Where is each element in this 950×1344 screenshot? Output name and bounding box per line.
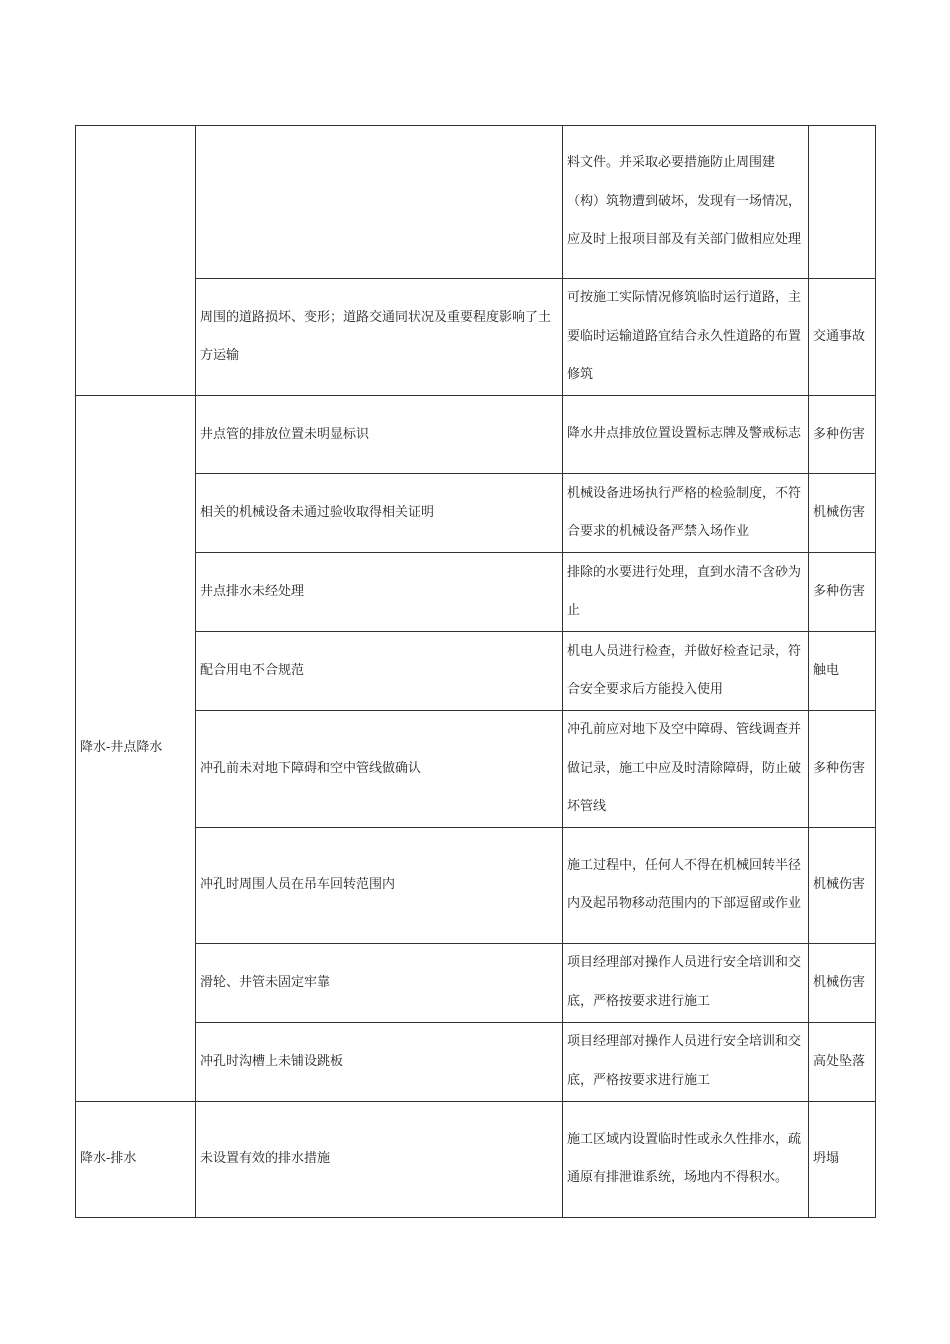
hazard-cell: 滑轮、井管未固定牢靠 [196,943,563,1022]
measure-cell: 降水井点排放位置设置标志牌及警戒标志 [563,396,809,474]
step-cell: 降水-井点降水 [76,396,196,1102]
table-row [76,943,876,1022]
table-row [76,827,876,943]
measure-cell: 项目经理部对操作人员进行安全培训和交底，严格按要求进行施工 [563,1022,809,1101]
table-row [76,396,876,474]
table-row [76,474,876,553]
measure-cell: 排除的水要进行处理，直到水清不含砂为止 [563,553,809,632]
hazard-cell: 冲孔时周围人员在吊车回转范围内 [196,827,563,943]
measure-cell: 施工过程中，任何人不得在机械回转半径内及起吊物移动范围内的下部逗留或作业 [563,827,809,943]
table-row [76,1101,876,1217]
hazard-cell: 周围的道路损坏、变形；道路交通同状况及重要程度影响了土方运输 [196,279,563,396]
table-row [76,279,876,396]
measure-cell: 冲孔前应对地下及空中障碍、管线调查并做记录，施工中应及时清除障碍，防止破坏管线 [563,711,809,828]
hazard-cell: 井点管的排放位置未明显标识 [196,396,563,474]
accident-cell: 机械伤害 [809,943,876,1022]
risk-table [75,125,876,1218]
table-row [76,711,876,828]
step-cell-continued [76,126,196,396]
accident-cell: 触电 [809,632,876,711]
accident-cell: 机械伤害 [809,827,876,943]
measure-cell: 项目经理部对操作人员进行安全培训和交底，严格按要求进行施工 [563,943,809,1022]
measure-cell: 机电人员进行检查，并做好检查记录，符合安全要求后方能投入使用 [563,632,809,711]
table-row [76,1022,876,1101]
hazard-cell: 相关的机械设备未通过验收取得相关证明 [196,474,563,553]
accident-cell: 交通事故 [809,279,876,396]
measure-cell: 可按施工实际情况修筑临时运行道路，主要临时运输道路宜结合永久性道路的布置修筑 [563,279,809,396]
hazard-cell: 配合用电不合规范 [196,632,563,711]
hazard-cell: 冲孔前未对地下障碍和空中管线做确认 [196,711,563,828]
table-row [76,553,876,632]
table-row [76,632,876,711]
table-row [76,126,876,279]
hazard-cell [196,126,563,279]
accident-cell: 多种伤害 [809,553,876,632]
hazard-cell: 冲孔时沟槽上未铺设跳板 [196,1022,563,1101]
accident-cell: 多种伤害 [809,711,876,828]
accident-cell: 坍塌 [809,1101,876,1217]
hazard-cell: 井点排水未经处理 [196,553,563,632]
measure-cell: 料文件。并采取必要措施防止周围建（构）筑物遭到破坏，发现有一场情况，应及时上报项目部及有关部门做相应处理 [563,126,809,279]
accident-cell: 机械伤害 [809,474,876,553]
hazard-cell: 未设置有效的排水措施 [196,1101,563,1217]
accident-cell [809,126,876,279]
measure-cell: 机械设备进场执行严格的检验制度，不符合要求的机械设备严禁入场作业 [563,474,809,553]
accident-cell: 高处坠落 [809,1022,876,1101]
step-cell: 降水-排水 [76,1101,196,1217]
accident-cell: 多种伤害 [809,396,876,474]
measure-cell: 施工区域内设置临时性或永久性排水，疏通原有排泄谁系统，场地内不得积水。 [563,1101,809,1217]
